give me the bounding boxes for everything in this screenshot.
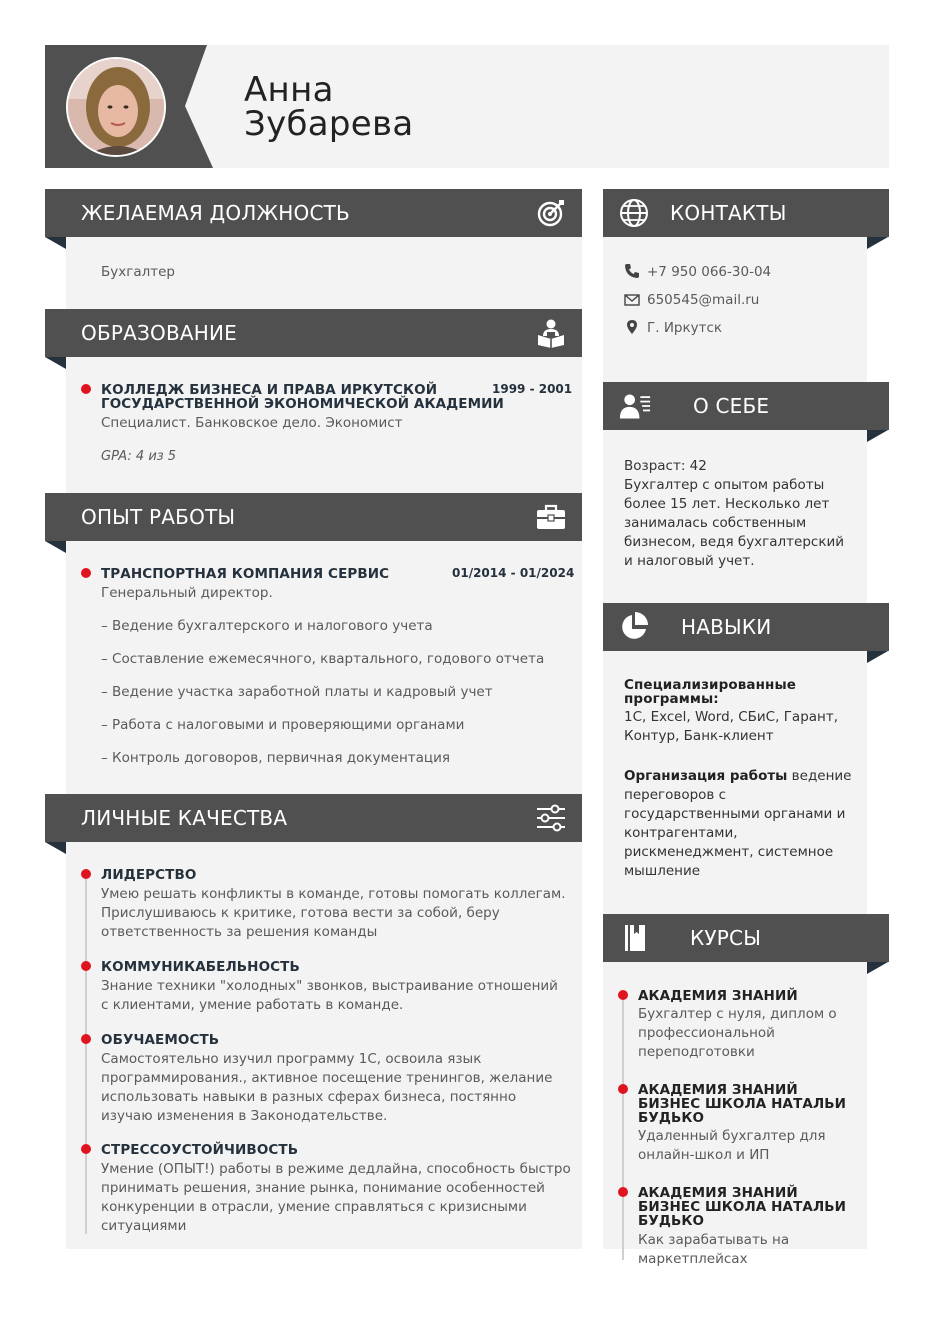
skills-group-2 xyxy=(624,767,852,881)
position-section-header xyxy=(45,189,582,237)
experience-duty: – Ведение участка заработной платы и кадровый учет xyxy=(101,684,493,700)
target-icon xyxy=(535,197,567,229)
quality-name: СТРЕССОУСТОЙЧИВОСТЬ xyxy=(101,1142,299,1158)
quality-line: с клиентами, умение работать в команде. xyxy=(101,997,404,1013)
course-line: Как зарабатывать на xyxy=(638,1232,790,1248)
course-name-line: БИЗНЕС ШКОЛА НАТАЛЬИ xyxy=(638,1096,847,1112)
book-icon xyxy=(620,922,652,954)
quality-bullet xyxy=(81,1144,91,1154)
skills-group-list xyxy=(624,708,838,746)
quality-line: Умение (ОПЫТ!) работы в режиме дедлайна, способность быстро xyxy=(101,1161,571,1177)
course-bullet xyxy=(618,1187,628,1197)
course-name xyxy=(638,989,798,1003)
course-name-line: БУДЬКО xyxy=(638,1110,705,1126)
skills-group-2-title: Организация работы xyxy=(624,768,788,784)
contacts-fold xyxy=(867,237,888,249)
qualities-timeline xyxy=(85,874,87,1234)
course-name-line: АКАДЕМИЯ ЗНАНИЙ xyxy=(638,1185,798,1201)
quality-line: ответственность за решения команды xyxy=(101,924,378,940)
education-section-header xyxy=(45,309,582,357)
quality-bullet xyxy=(81,961,91,971)
last-name: Зубарева xyxy=(244,104,414,144)
skills-line: рискменеджмент, системное xyxy=(624,844,834,860)
course-name xyxy=(638,1083,846,1125)
skills-group-title xyxy=(624,678,796,706)
quality-description xyxy=(101,1160,571,1236)
course-bullet xyxy=(618,990,628,1000)
about-line: бизнесом, ведя бухгалтерский xyxy=(624,534,845,550)
experience-fold xyxy=(45,541,66,553)
skills-line: мышление xyxy=(624,863,701,879)
quality-name: ОБУЧАЕМОСТЬ xyxy=(101,1032,220,1048)
full-name xyxy=(244,70,414,144)
quality-description xyxy=(101,1050,552,1126)
about-section-header xyxy=(603,382,889,430)
quality-line: программирования., активное посещение тренингов, желание xyxy=(101,1070,553,1086)
sliders-icon xyxy=(535,802,567,834)
education-school-line: КОЛЛЕДЖ БИЗНЕСА И ПРАВА ИРКУТСКОЙ xyxy=(101,382,438,398)
skills-group-2-tail: ведение xyxy=(787,768,852,784)
pie-chart-icon xyxy=(618,611,650,643)
education-item-bullet xyxy=(81,384,91,394)
qualities-section-title: ЛИЧНЫЕ КАЧЕСТВА xyxy=(81,806,288,830)
quality-line: принимать решения, знание рынка, понимание особенностей xyxy=(101,1180,545,1196)
about-line: и налоговый учет. xyxy=(624,553,755,569)
quality-line: ситуациями xyxy=(101,1218,187,1234)
phone-icon xyxy=(624,263,640,279)
courses-section-header xyxy=(603,914,889,962)
course-name-line: БУДЬКО xyxy=(638,1213,705,1229)
contact-email[interactable]: 650545@mail.ru xyxy=(647,292,760,308)
course-line: Удаленный бухгалтер для xyxy=(638,1128,826,1144)
skills-line: переговоров с xyxy=(624,787,727,803)
student-reading-icon xyxy=(535,317,567,349)
position-section-title: ЖЕЛАЕМАЯ ДОЛЖНОСТЬ xyxy=(81,201,350,225)
about-text xyxy=(624,457,844,571)
course-line: онлайн-школ и ИП xyxy=(638,1147,770,1163)
quality-name: ЛИДЕРСТВО xyxy=(101,867,197,883)
course-line: профессиональной xyxy=(638,1025,775,1041)
education-section-title: ОБРАЗОВАНИЕ xyxy=(81,321,238,345)
location-pin-icon xyxy=(624,319,640,335)
quality-name: КОММУНИКАБЕЛЬНОСТЬ xyxy=(101,959,300,975)
quality-description xyxy=(101,977,558,1015)
experience-duty: – Контроль договоров, первичная документация xyxy=(101,750,451,766)
experience-duty: – Составление ежемесячного, квартального, годового отчета xyxy=(101,651,545,667)
course-description xyxy=(638,1127,826,1165)
about-line: Бухгалтер с опытом работы xyxy=(624,477,825,493)
qualities-fold xyxy=(45,842,66,854)
quality-line: Знание техники "холодных" звонков, выстраивание отношений xyxy=(101,978,558,994)
experience-role: Генеральный директор. xyxy=(101,585,273,601)
about-section-title: О СЕБЕ xyxy=(693,394,770,418)
courses-fold xyxy=(867,962,888,974)
course-line: маркетплейсах xyxy=(638,1251,748,1267)
profile-card-icon xyxy=(619,390,651,422)
skills-section-header xyxy=(603,603,889,651)
resume-header xyxy=(45,45,889,168)
skills-section-title: НАВЫКИ xyxy=(681,615,772,639)
contacts-section-header xyxy=(603,189,889,237)
course-description xyxy=(638,1231,789,1269)
first-name: Анна xyxy=(244,70,334,110)
about-line: Возраст: 42 xyxy=(624,458,707,474)
globe-icon xyxy=(618,197,650,229)
experience-section-header xyxy=(45,493,582,541)
courses-timeline xyxy=(622,995,624,1260)
skills-group-title-line: Специализированные xyxy=(624,677,797,693)
skills-line: контрагентами, xyxy=(624,825,738,841)
quality-line: конкуренции в отрасли, умение справляться с кризисными xyxy=(101,1199,527,1215)
about-line: более 15 лет. Несколько лет xyxy=(624,496,830,512)
avatar xyxy=(66,57,166,157)
education-fold xyxy=(45,357,66,369)
briefcase-icon xyxy=(535,501,567,533)
education-specialty: Специалист. Банковское дело. Экономист xyxy=(101,415,403,431)
quality-description xyxy=(101,885,566,942)
courses-section-title: КУРСЫ xyxy=(690,926,762,950)
quality-bullet xyxy=(81,869,91,879)
skills-line: 1С, Excel, Word, СБиС, Гарант, xyxy=(624,709,839,725)
quality-bullet xyxy=(81,1034,91,1044)
experience-section-title: ОПЫТ РАБОТЫ xyxy=(81,505,236,529)
course-name-line: АКАДЕМИЯ ЗНАНИЙ xyxy=(638,1082,798,1098)
about-line: занималась собственным xyxy=(624,515,807,531)
course-name-line: АКАДЕМИЯ ЗНАНИЙ xyxy=(638,988,798,1004)
quality-line: использовать навыки в разных сферах бизнеса, постянно xyxy=(101,1089,517,1105)
about-fold xyxy=(867,430,888,442)
course-line: переподготовки xyxy=(638,1044,755,1060)
qualities-section-header xyxy=(45,794,582,842)
course-line: Бухгалтер с нуля, диплом о xyxy=(638,1006,837,1022)
experience-item-bullet xyxy=(81,568,91,578)
education-school-line: ГОСУДАРСТВЕННОЙ ЭКОНОМИЧЕСКОЙ АКАДЕМИИ xyxy=(101,396,504,412)
experience-dates: 01/2014 - 01/2024 xyxy=(452,566,575,580)
course-description xyxy=(638,1005,837,1062)
quality-line: изучаю изменения в Законодательстве. xyxy=(101,1108,388,1124)
quality-line: Самостоятельно изучил программу 1С, освоила язык xyxy=(101,1051,482,1067)
contact-city: Г. Иркутск xyxy=(647,320,723,336)
skills-group-title-line: программы: xyxy=(624,691,719,707)
experience-duty: – Работа с налоговыми и проверяющими органами xyxy=(101,717,465,733)
skills-line: государственными органами и xyxy=(624,806,846,822)
education-years: 1999 - 2001 xyxy=(492,382,573,396)
education-gpa: GPA: 4 из 5 xyxy=(101,449,177,464)
contacts-section-title: КОНТАКТЫ xyxy=(670,201,787,225)
education-school xyxy=(101,383,504,411)
experience-duty: – Ведение бухгалтерского и налогового учета xyxy=(101,618,433,634)
position-fold xyxy=(45,237,66,249)
quality-line: Умею решать конфликты в команде, готовы помогать коллегам. xyxy=(101,886,566,902)
skills-group-2-first-line xyxy=(624,767,852,786)
skills-line: Контур, Банк-клиент xyxy=(624,728,774,744)
experience-company: ТРАНСПОРТНАЯ КОМПАНИЯ СЕРВИС xyxy=(101,566,390,582)
course-name xyxy=(638,1186,846,1228)
quality-line: Прислушиваюсь к критике, готова вести за собой, беру xyxy=(101,905,500,921)
contact-phone[interactable]: +7 950 066-30-04 xyxy=(647,264,772,280)
course-name-line: БИЗНЕС ШКОЛА НАТАЛЬИ xyxy=(638,1199,847,1215)
skills-fold xyxy=(867,651,888,663)
mail-icon xyxy=(624,292,640,308)
course-bullet xyxy=(618,1084,628,1094)
portrait-image xyxy=(68,59,166,157)
position-value: Бухгалтер xyxy=(101,264,175,280)
